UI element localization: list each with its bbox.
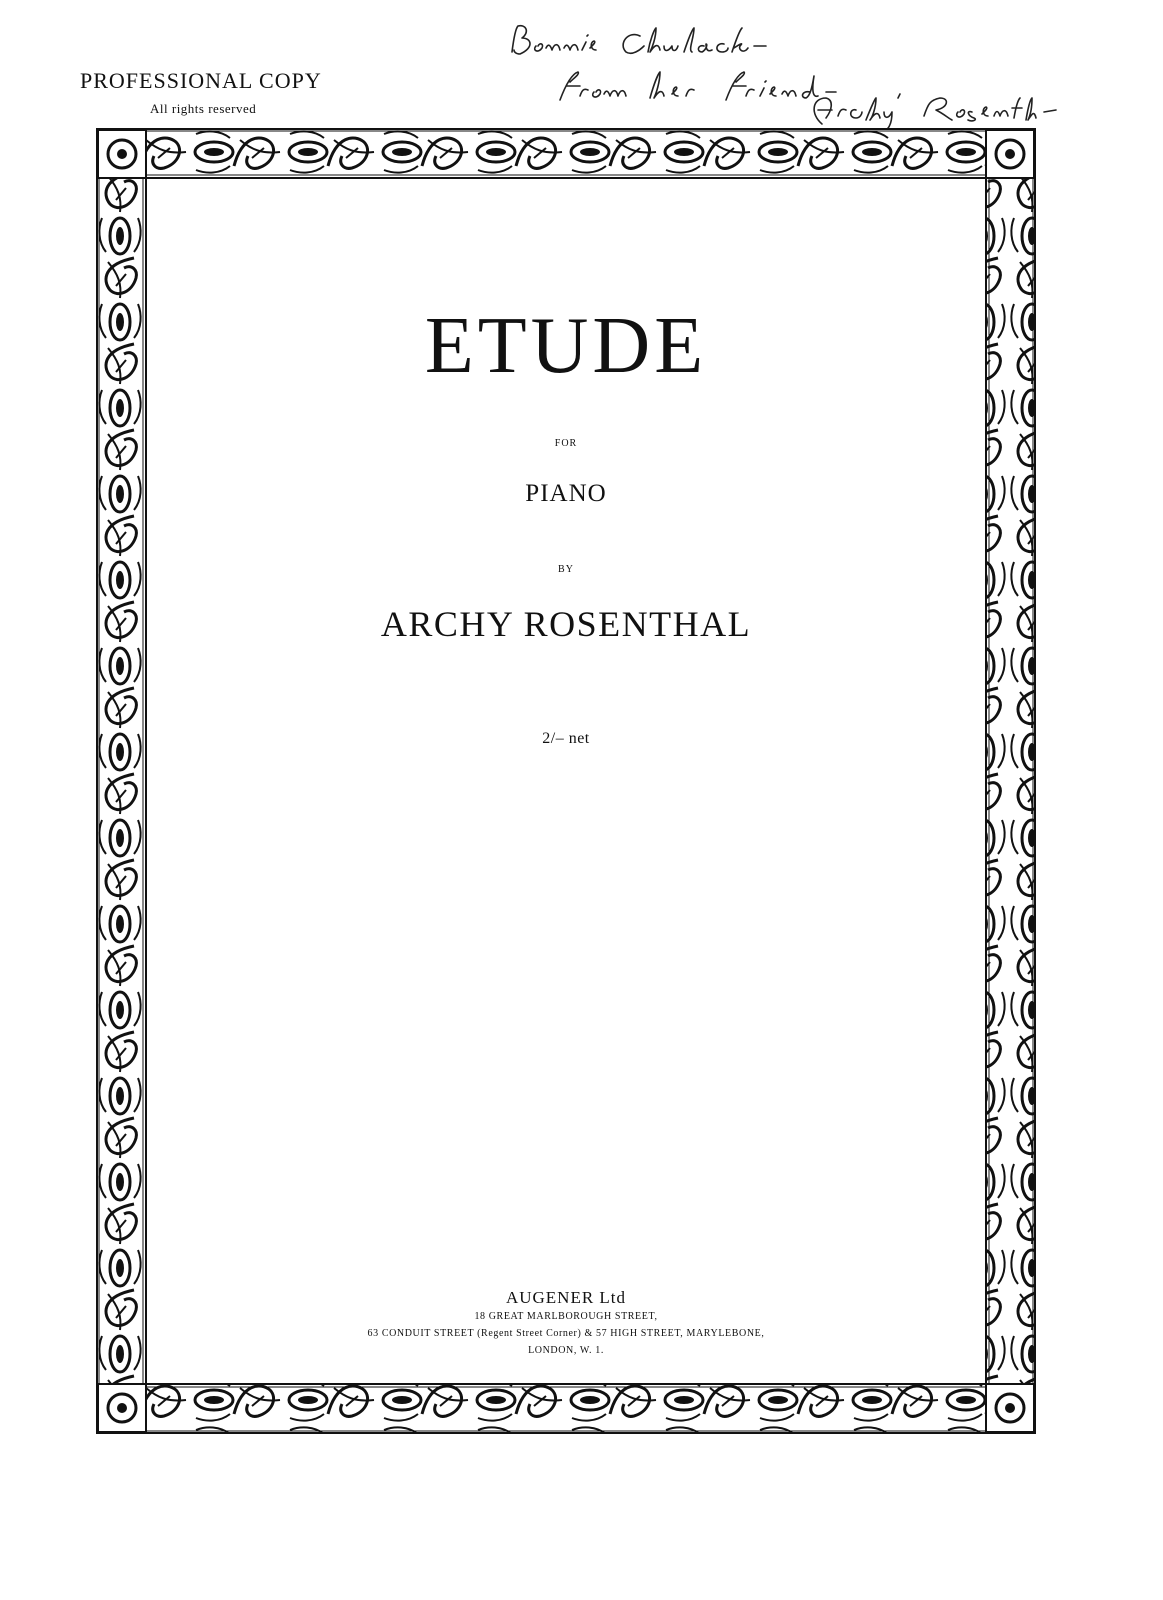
publisher-address-line: 63 CONDUIT STREET (Regent Street Corner) & 57 HIGH STREET, MARYLEBONE, <box>367 1328 765 1339</box>
rights-reserved-note: All rights reserved <box>150 101 257 116</box>
handwritten-inscription <box>500 14 1060 134</box>
professional-copy-label: PROFESSIONAL COPY <box>80 68 322 93</box>
instrument: PIANO <box>525 480 607 507</box>
by-label: BY <box>558 564 574 575</box>
for-label: FOR <box>554 438 578 449</box>
title: ETUDE <box>424 302 708 390</box>
publisher-name: AUGENER Ltd <box>505 1288 627 1307</box>
publisher-address-line: LONDON, W. 1. <box>528 1345 604 1356</box>
composer-name: ARCHY ROSENTHAL <box>380 604 752 644</box>
price: 2/– net <box>542 730 590 747</box>
publisher-address-line: 18 GREAT MARLBOROUGH STREET, <box>474 1311 658 1322</box>
